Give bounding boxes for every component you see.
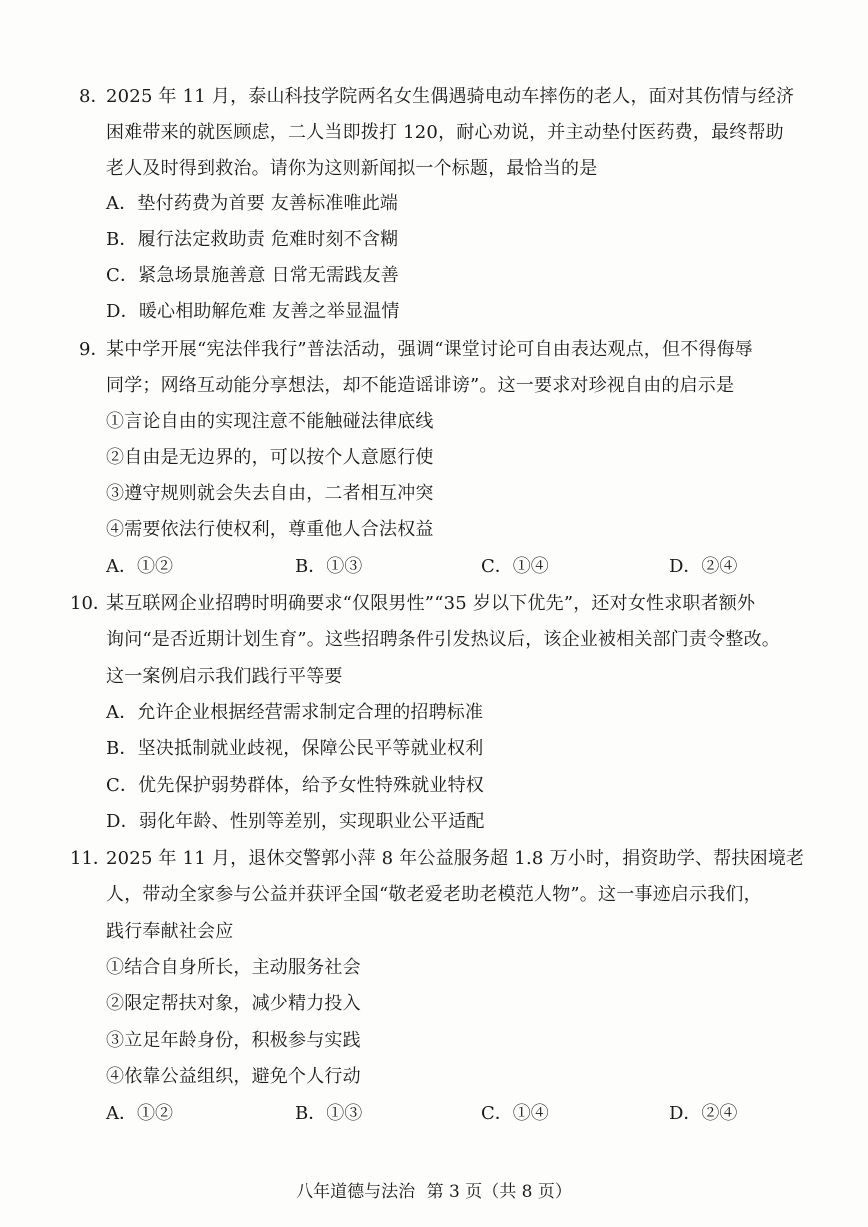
choice-d: D．②④	[669, 556, 738, 577]
question-stem-line: 同学；网络互动能分享想法，却不能造谣诽谤”。这一要求对珍视自由的启示是	[106, 375, 735, 396]
question-number: 8．	[79, 86, 109, 107]
option-d: D．弱化年龄、性别等差别，实现职业公平适配	[106, 811, 485, 832]
option-a: A．允许企业根据经营需求制定合理的招聘标准	[106, 702, 484, 723]
question-stem-line: 2025 年 11 月，退休交警郭小萍 8 年公益服务超 1.8 万小时，捐资助学、帮扶困境老	[106, 848, 805, 869]
question-stem-line: 人，带动全家参与公益并获评全国“敬老爱老助老模范人物”。这一事迹启示我们，	[106, 884, 762, 905]
question-stem-line: 某中学开展“宪法伴我行”普法活动，强调“课堂讨论可自由表达观点，但不得侮辱	[106, 339, 754, 360]
question-number: 9．	[79, 339, 109, 360]
question-stem-line: 这一案例启示我们践行平等要	[106, 666, 343, 687]
statement-item: ①结合自身所长，主动服务社会	[106, 957, 361, 978]
statement-item: ④依靠公益组织，避免个人行动	[106, 1066, 361, 1087]
choice-a: A．①②	[106, 556, 173, 577]
option-d: D．暖心相助解危难 友善之举显温情	[106, 301, 400, 322]
page-footer	[0, 1181, 868, 1203]
choice-d: D．②④	[669, 1103, 738, 1124]
statement-item: ④需要依法行使权利，尊重他人合法权益	[106, 519, 434, 540]
option-b: B．坚决抵制就业歧视，保障公民平等就业权利	[106, 738, 484, 759]
option-c: C．紧急场景施善意 日常无需践友善	[106, 265, 399, 286]
question-stem-line: 某互联网企业招聘时明确要求“仅限男性”“35 岁以下优先”，还对女性求职者额外	[106, 593, 756, 614]
footer-page-number: 第 3 页（共 8 页）	[426, 1182, 572, 1202]
question-stem-line: 2025 年 11 月，泰山科技学院两名女生偶遇骑电动车摔伤的老人，面对其伤情与经济	[106, 86, 795, 107]
question-stem-line: 践行奉献社会应	[106, 921, 234, 942]
statement-item: ②自由是无边界的，可以按个人意愿行使	[106, 447, 434, 468]
statement-item: ③立足年龄身份，积极参与实践	[106, 1030, 361, 1051]
option-c: C．优先保护弱势群体，给予女性特殊就业特权	[106, 775, 484, 796]
choice-c: C．①④	[481, 556, 549, 577]
option-a: A．垫付药费为首要 友善标准唯此端	[106, 193, 399, 214]
choice-c: C．①④	[481, 1103, 549, 1124]
statement-item: ③遵守规则就会失去自由，二者相互冲突	[106, 483, 434, 504]
question-stem-line: 询问“是否近期计划生育”。这些招聘条件引发热议后，该企业被相关部门责令整改。	[106, 629, 781, 650]
statement-item: ②限定帮扶对象，减少精力投入	[106, 993, 361, 1014]
footer-subject: 八年道德与法治	[296, 1182, 416, 1202]
choice-b: B．①③	[295, 556, 363, 577]
question-stem-line: 老人及时得到救治。请你为这则新闻拟一个标题，最恰当的是	[106, 158, 598, 179]
question-number: 11．	[70, 848, 111, 869]
option-b: B．履行法定救助责 危难时刻不含糊	[106, 229, 399, 250]
choice-b: B．①③	[295, 1103, 363, 1124]
choice-a: A．①②	[106, 1103, 173, 1124]
question-stem-line: 困难带来的就医顾虑，二人当即拨打 120，耐心劝说，并主动垫付医药费，最终帮助	[106, 122, 784, 143]
question-number: 10．	[70, 593, 111, 614]
statement-item: ①言论自由的实现注意不能触碰法律底线	[106, 411, 434, 432]
